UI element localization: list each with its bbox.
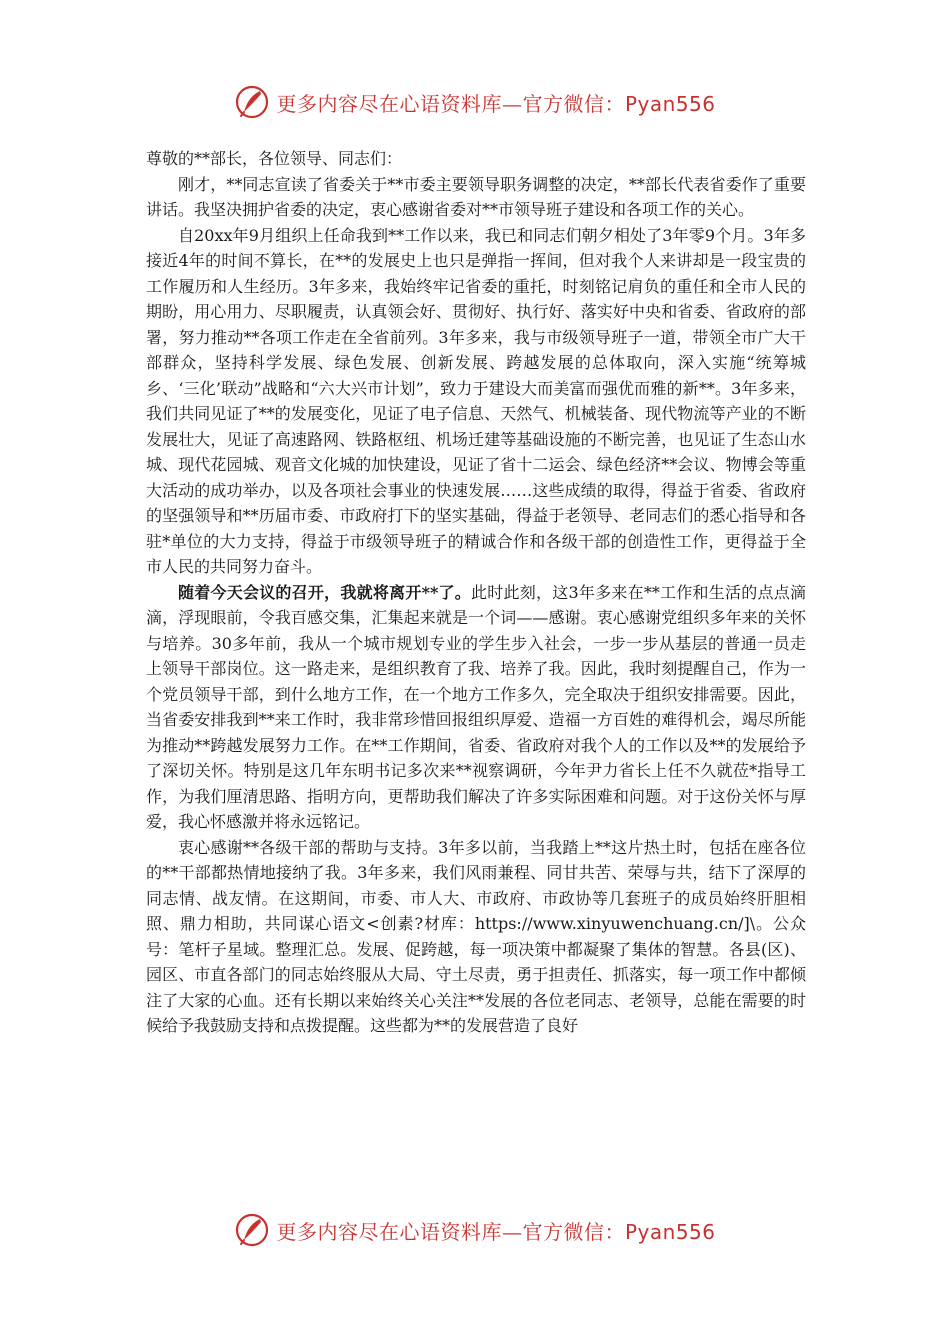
paragraph-4: 衷心感谢**各级干部的帮助与支持。3年多以前，当我踏上**这片热土时，包括在座各位的**干部都热情地接纳了我。3年多来，我们风雨兼程、同甘共苦、荣辱与共，结下了深厚的同志情、战友情。在这期间，市委、市人大、市政府、市政协等几套班子的成员始终肝胆相照、鼎力相助，共同谋心语文<创素?材库：https://www.xinyuwenchuang.cn/]\。公众号：笔杆子星域。整理汇总。发展、促跨越，每一项决策中都凝聚了集体的智慧。各县(区)、园区、市直各部门的同志始终服从大局、守土尽责，勇于担责任、抓落实，每一项工作中都倾注了大家的心血。还有长期以来始终关心关注**发展的各位老同志、老领导，总能在需要的时候给予我鼓励支持和点拨提醒。这些都为**的发展营造了良好 [146, 837, 806, 1035]
footer-banner [0, 1210, 950, 1250]
quill-pen-icon [234, 1212, 270, 1248]
document-body [146, 146, 806, 1039]
paragraph-2: 自20xx年9月组织上任命我到**工作以来，我已和同志们朝夕相处了3年零9个月。3年多接近4年的时间不算长，在**的发展史上也只是弹指一挥间，但对我个人来讲却是一段宝贵的工作履历和人生经历。3年多来，我始终牢记省委的重托，时刻铭记肩负的重任和全市人民的期盼，用心用力、尽职履责，认真领会好、贯彻好、执行好、落实好中央和省委、省政府的部署，努力推动**各项工作走在全省前列。3年多来，我与市级领导班子一道，带领全市广大干部群众，坚持科学发展、绿色发展、创新发展、跨越发展的总体取向，深入实施“统筹城乡、‘三化’联动”战略和“六大兴市计划”，致力于建设大而美富而强优而雅的新**。3年多来，我们共同见证了**的发展变化，见证了电子信息、天然气、机械装备、现代物流等产业的不断发展壮大，见证了高速路网、铁路枢纽、机场迁建等基础设施的不断完善，也见证了生态山水城、现代花园城、观音文化城的加快建设，见证了省十二运会、绿色经济**会议、物博会等重大活动的成功举办，以及各项社会事业的快速发展……这些成绩的取得，得益于省委、省政府的坚强领导和**历届市委、市政府打下的坚实基础，得益于老领导、老同志们的悉心指导和各驻*单位的大力支持，得益于市级领导班子的精诚合作和各级干部的创造性工作，更得益于全市人民的共同努力奋斗。 [146, 225, 806, 576]
banner-label: 更多内容尽在心语资料库—官方微信： [276, 91, 625, 116]
paragraph-1: 刚才，**同志宣读了省委关于**市委主要领导职务调整的决定，**部长代表省委作了重要讲话。我坚决拥护省委的决定，衷心感谢省委对**市领导班子建设和各项工作的关心。 [146, 174, 806, 219]
header-banner [0, 82, 950, 122]
banner-label: 更多内容尽在心语资料库—官方微信： [276, 1219, 625, 1244]
quill-pen-icon [234, 84, 270, 120]
banner-handle: Pyan556 [624, 91, 716, 116]
banner-text [276, 1216, 715, 1245]
banner-handle: Pyan556 [624, 1219, 716, 1244]
paragraph-3-body: 此时此刻，这3年多来在**工作和生活的点点滴滴，浮现眼前，令我百感交集，汇集起来就是一个词——感谢。衷心感谢党组织多年来的关怀与培养。30多年前，我从一个城市规划专业的学生步入社会，一步一步从基层的普通一员走上领导干部岗位。这一路走来，是组织教育了我、培养了我。因此，我时刻提醒自己，作为一个党员领导干部，到什么地方工作，在一个地方工作多久，完全取决于组织安排需要。因此，当省委安排我到**来工作时，我非常珍惜回报组织厚爱、造福一方百姓的难得机会，竭尽所能为推动**跨越发展努力工作。在**工作期间，省委、省政府对我个人的工作以及**的发展给予了深切关怀。特别是这几年东明书记多次来**视察调研，今年尹力省长上任不久就莅*指导工作，为我们厘清思路、指明方向，更帮助我们解决了许多实际困难和问题。对于这份关怀与厚爱，我心怀感激并将永远铭记。 [146, 582, 806, 831]
banner-text [276, 88, 715, 117]
salutation: 尊敬的**部长，各位领导、同志们： [146, 149, 403, 168]
paragraph-3 [146, 580, 806, 835]
paragraph-3-lead: 随着今天会议的召开，我就将离开**了。 [178, 582, 472, 602]
